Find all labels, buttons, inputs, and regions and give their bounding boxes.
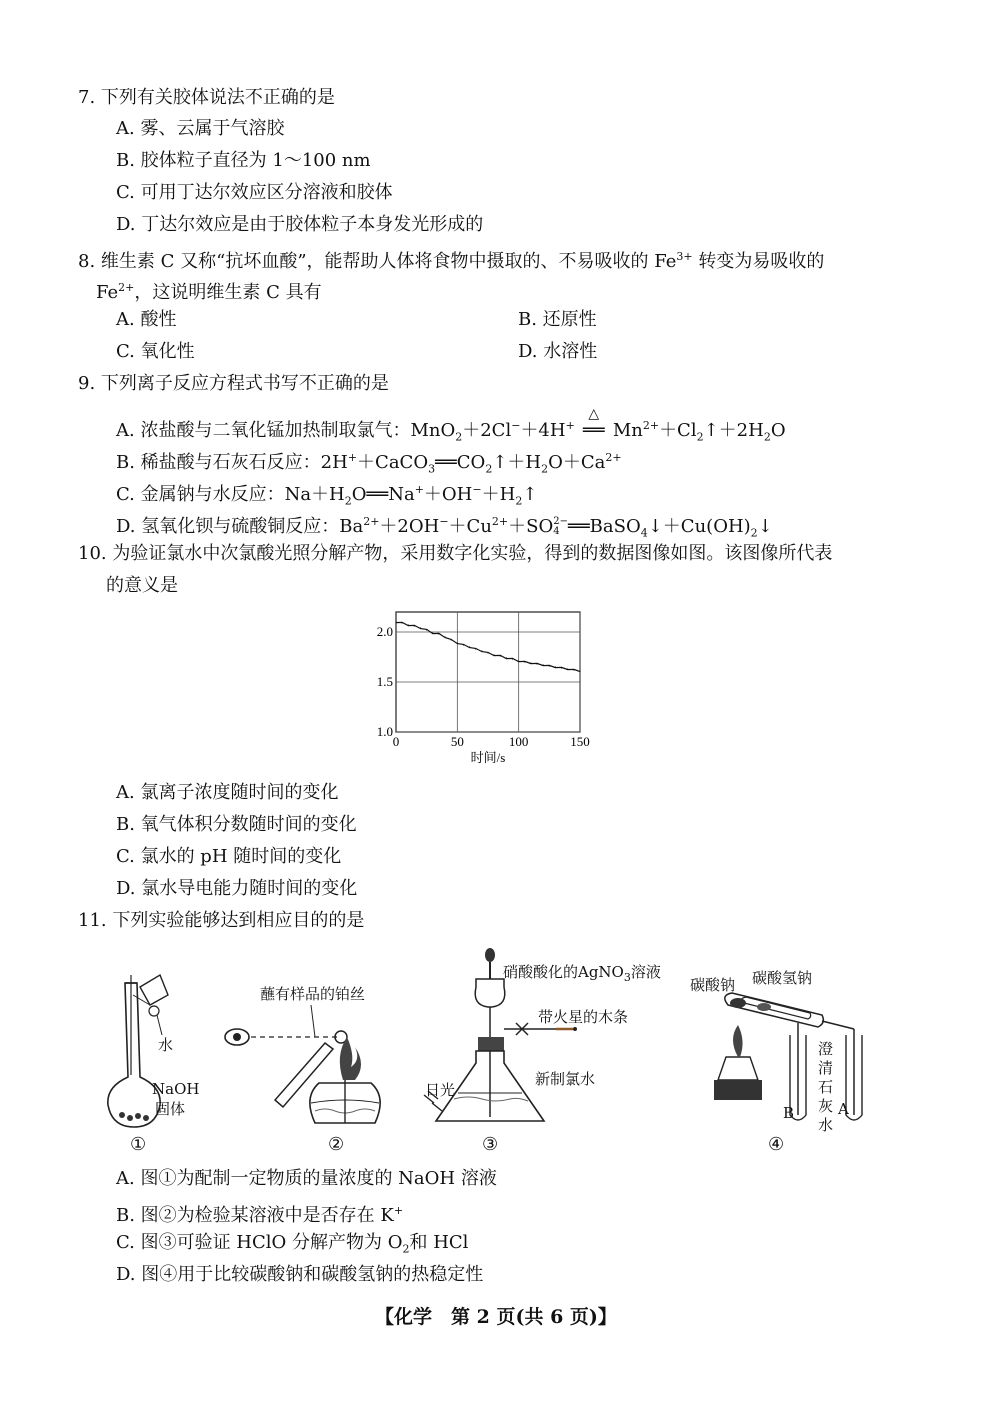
q11-option-b: B. 图②为检验某溶液中是否存在 K+	[116, 1204, 404, 1226]
q9-option-d: D. 氢氧化钡与硫酸铜反应：$Ba^{2+}+2OH^-+Cu^{2+}+SO$ 2− 4 $══BaSO_4↓+Cu(OH)_2↓$	[116, 515, 773, 540]
fig3-number: ③	[482, 1134, 499, 1155]
fig4-na2co3-label: 碳酸钠	[690, 976, 736, 994]
q8-option-a: A. 酸性	[116, 309, 177, 330]
data-point	[487, 652, 488, 653]
y-tick-label: 1.5	[376, 674, 393, 689]
fig4-nahco3-label: 碳酸氢钠	[752, 969, 813, 987]
q10-stem-line1: 10. 为验证氯水中次氯酸光照分解产物，采用数字化实验，得到的数据图像如图。该图像所代表	[78, 543, 833, 564]
q8-stem-line2: $Fe^{2+}$，这说明维生素 C 具有	[96, 281, 322, 303]
heat-condition: △ ══	[582, 406, 605, 441]
x-axis-label: 时间/s	[470, 750, 506, 765]
x-tick-label: 0	[392, 734, 400, 749]
data-point	[402, 622, 403, 623]
data-point	[457, 642, 458, 643]
y-tick-label: 1.0	[376, 724, 393, 739]
chart-svg	[360, 608, 600, 768]
ph-time-chart	[360, 608, 600, 768]
q11-option-c: C. 图③可验证 HClO 分解产物为 $O_2$和 HCl	[116, 1232, 469, 1256]
x-tick-label: 50	[450, 734, 464, 749]
data-point	[463, 644, 464, 645]
q9-option-a: A. 浓盐酸与二氧化锰加热制取氯气：MnO$_2$＋2Cl−＋4H+ △ ══ $Mn^{2+}+Cl_2↑+2H_2O$	[116, 406, 786, 444]
q10-stem-line2: 的意义是	[106, 575, 178, 596]
data-point	[408, 624, 409, 625]
data-series-line	[396, 622, 580, 671]
data-point	[432, 632, 433, 633]
data-point	[469, 646, 470, 647]
data-point	[438, 633, 439, 634]
data-point	[573, 669, 574, 670]
data-point	[444, 636, 445, 637]
q8-option-b: B. 还原性	[518, 309, 597, 330]
data-point	[481, 650, 482, 651]
q9-option-c: C. 金属钠与水反应：$Na+H_2O══Na^++OH^-+H_2↑$	[116, 483, 538, 508]
q7-option-a: A. 雾、云属于气溶胶	[116, 118, 285, 139]
q10-option-c: C. 氯水的 pH 随时间的变化	[116, 846, 342, 867]
fig2-number: ②	[328, 1134, 345, 1155]
fig1-water-label: 水	[158, 1036, 174, 1054]
chart-frame	[396, 612, 580, 732]
data-point	[500, 655, 501, 656]
fig4-tube-a-label: A	[838, 1100, 849, 1118]
data-point	[561, 667, 562, 668]
q10-option-a: A. 氯离子浓度随时间的变化	[116, 782, 339, 803]
q11-option-a: A. 图①为配制一定物质的量浓度的 NaOH 溶液	[116, 1168, 497, 1189]
x-tick-label: 150	[570, 734, 590, 749]
data-point	[506, 657, 507, 658]
q10-option-d: D. 氯水导电能力随时间的变化	[116, 878, 358, 899]
data-point	[494, 654, 495, 655]
fig1-number: ①	[130, 1134, 147, 1155]
fig4-number: ④	[768, 1134, 785, 1155]
q9-stem: 9. 下列离子反应方程式书写不正确的是	[78, 373, 389, 394]
q10-option-b: B. 氧气体积分数随时间的变化	[116, 814, 357, 835]
data-point	[451, 639, 452, 640]
q7-option-c: C. 可用丁达尔效应区分溶液和胶体	[116, 182, 393, 203]
fig3-chlorine-water-label: 新制氯水	[535, 1070, 596, 1088]
data-point	[475, 648, 476, 649]
fig2-wire-label: 蘸有样品的铂丝	[260, 985, 366, 1003]
data-point	[543, 664, 544, 665]
data-point	[555, 666, 556, 667]
x-tick-label: 100	[508, 734, 529, 749]
data-point	[549, 665, 550, 666]
q7-option-b: B. 胶体粒子直径为 1～100 nm	[116, 150, 371, 171]
data-point	[530, 662, 531, 663]
data-point	[536, 663, 537, 664]
fig4-tube-b-label: B	[783, 1104, 795, 1122]
q8-option-d: D. 水溶性	[518, 341, 598, 362]
fig4-limewater-label: 澄清石灰水	[818, 1040, 834, 1134]
q7-stem: 7. 下列有关胶体说法不正确的是	[78, 87, 335, 108]
fig1-solid-label: 固体	[155, 1100, 186, 1118]
data-point	[524, 661, 525, 662]
data-point	[395, 621, 396, 622]
q8-option-c: C. 氧化性	[116, 341, 195, 362]
data-point	[414, 625, 415, 626]
data-point	[512, 658, 513, 659]
fig3-reagent-label: 硝酸酸化的AgNO$_3$溶液	[503, 963, 661, 984]
page-footer: 【化学 第 2 页(共 6 页)】	[375, 1306, 617, 1328]
fig3-splint-label: 带火星的木条	[538, 1008, 629, 1026]
y-tick-label: 2.0	[376, 624, 393, 639]
fig1-naoh-label: NaOH	[152, 1080, 200, 1098]
data-point	[567, 668, 568, 669]
data-point	[518, 660, 519, 661]
q11-stem: 11. 下列实验能够达到相应目的的是	[78, 910, 365, 931]
data-point	[426, 629, 427, 630]
fig3-sunlight-label: 日光	[425, 1081, 456, 1099]
q7-option-d: D. 丁达尔效应是由于胶体粒子本身发光形成的	[116, 214, 484, 235]
data-point	[420, 627, 421, 628]
data-point	[579, 670, 580, 671]
q9-option-b: B. 稀盐酸与石灰石反应：$2H^++CaCO_3══CO_2↑+H_2O+Ca^{2+}$	[116, 451, 622, 476]
q8-stem-line1: 8. 维生素 C 又称“抗坏血酸”，能帮助人体将食物中摄取的、不易吸收的 $Fe^{3+}$ 转变为易吸收的	[78, 250, 825, 272]
q11-option-d: D. 图④用于比较碳酸钠和碳酸氢钠的热稳定性	[116, 1264, 484, 1285]
